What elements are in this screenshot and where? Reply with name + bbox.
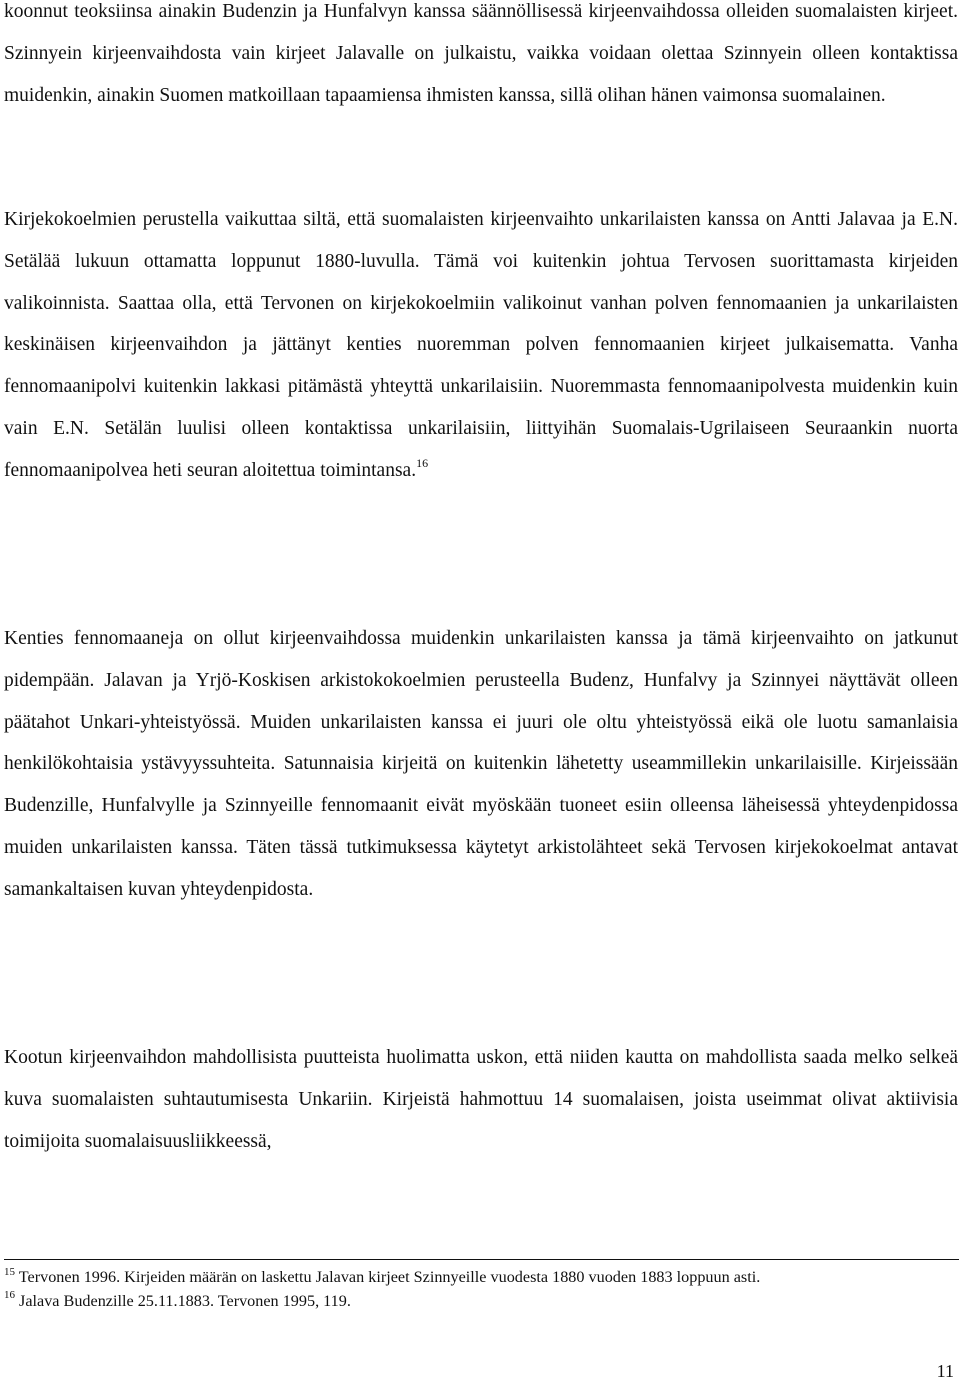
body-paragraph (4, 199, 958, 492)
footnote-number: 15 (4, 1265, 15, 1278)
footnote (4, 1266, 959, 1290)
footnote-number: 16 (4, 1289, 15, 1302)
paragraph-text: koonnut teoksiinsa ainakin Budenzin ja Hunfalvyn kanssa säännöllisessä kirjeenvaihdossa olleiden suomalaisten kirjeet. Szinnyein kirjeenvaihdosta vain kirjeet Jalavalle on julkaistu, vaikka voidaan olettaa Szinnyein olleen kontaktissa muidenkin, ainakin Suomen matkoillaan tapaamiensa ihmisten kanssa, sillä olihan hänen vaimonsa suomalainen. (4, 1, 958, 106)
footnote-text: Jalava Budenzille 25.11.1883. Tervonen 1995, 119. (19, 1291, 351, 1310)
paragraph-text: Kenties fennomaaneja on ollut kirjeenvaihdossa muidenkin unkarilaisten kanssa ja tämä kirjeenvaihto on jatkunut pidempään. Jalavan ja Yrjö-Koskisen arkistokokoelmien perusteella Budenz, Hunfalvy ja Szinnyei näyttävät olleen päätahot Unkari-yhteistyössä. Muiden unkarilaisten kanssa ei juuri ole oltu yhteistyössä eikä ole luotu samanlaisia henkilökohtaisia ystävyyssuhteita. Satunnaisia kirjeitä on kuitenkin lähetetty useammillekin unkarilaisille. Kirjeissään Budenzille, Hunfalvylle ja Szinnyeille fennomaanit eivät myöskään tuoneet esiin olleensa läheisessä yhteydenpidossa muiden unkarilaisten kanssa. Täten tässä tutkimuksessa käytetyt arkistolähteet sekä Tervosen kirjekokoelmat antavat samankaltaisen kuvan yhteydenpidosta. (4, 628, 958, 900)
body-paragraph (4, 618, 958, 911)
footnote-divider (4, 1259, 959, 1260)
page-number: 11 (936, 1361, 954, 1381)
body-paragraph (4, 1037, 958, 1162)
footnote (4, 1290, 959, 1314)
footnotes-section (4, 1266, 959, 1313)
paragraph-text: Kirjekokoelmien perustella vaikuttaa siltä, että suomalaisten kirjeenvaihto unkarilaisten kanssa on Antti Jalavaa ja E.N. Setälää lukuun ottamatta loppunut 1880-luvulla. Tämä voi kuitenkin johtua Tervosen suorittamasta kirjeiden valikoinnista. Saattaa olla, että Tervonen on kirjekokoelmiin valikoinut vanhan polven fennomaanien ja unkarilaisten keskinäisen kirjeenvaihdon ja jättänyt kenties nuoremman polven fennomaanien kirjeet julkaisematta. Vanha fennomaanipolvi kuitenkin lakkasi pitämästä yhteyttä unkarilaisiin. Nuoremmasta fennomaanipolvesta muidenkin kuin vain E.N. Setälän luulisi olleen kontaktissa unkarilaisiin, liittyihän Suomalais-Ugrilaiseen Seuraankin nuorta fennomaanipolvea heti seuran aloitettua toimintansa. (4, 209, 958, 481)
body-paragraph (4, 0, 958, 116)
footnote-text: Tervonen 1996. Kirjeiden määrän on laskettu Jalavan kirjeet Szinnyeille vuodesta 1880 vuoden 1883 loppuun asti. (18, 1268, 761, 1286)
paragraph-text: Kootun kirjeenvaihdon mahdollisista puutteista huolimatta uskon, että niiden kautta on mahdollista saada melko selkeä kuva suomalaisten suhtautumisesta Unkariin. Kirjeistä hahmottuu 14 suomalaisen, joista useimmat olivat aktiivisia toimijoita suomalaisuusliikkeessä, (4, 1047, 958, 1152)
footnote-reference[interactable]: 16 (416, 456, 429, 471)
